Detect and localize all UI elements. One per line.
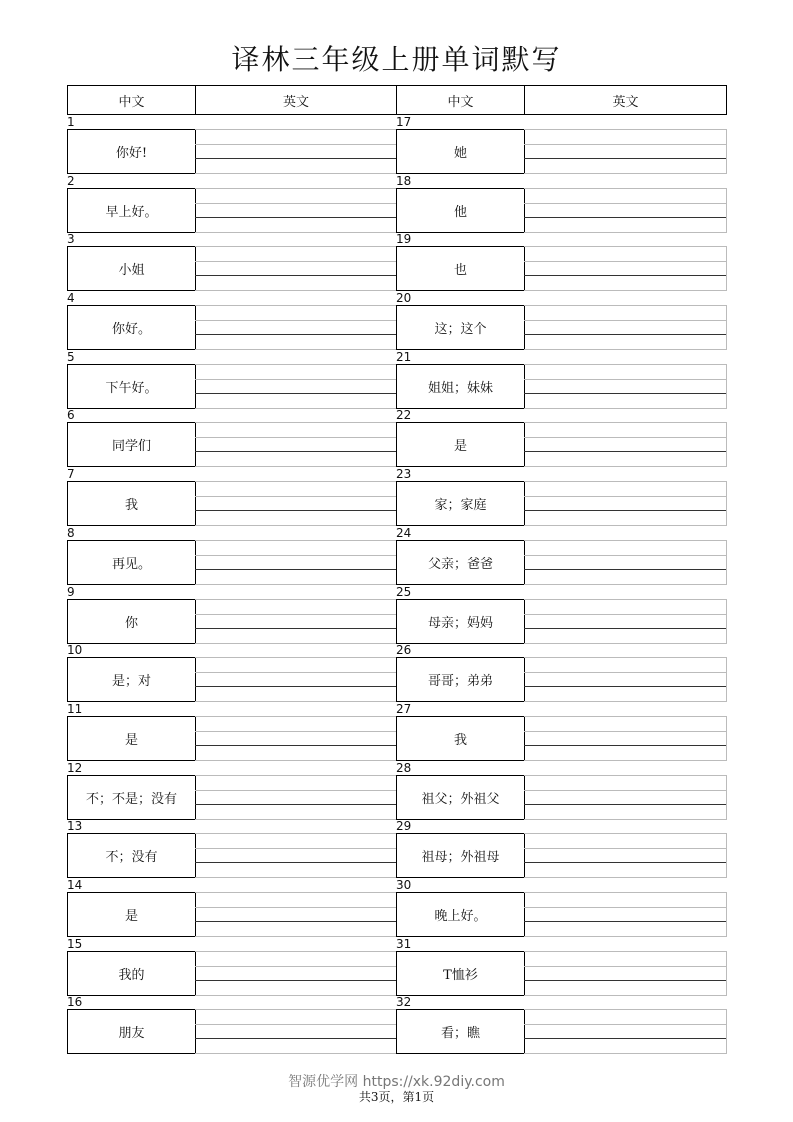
writing-line <box>195 305 396 306</box>
writing-line <box>524 334 726 335</box>
writing-line <box>524 364 726 365</box>
writing-line <box>524 716 726 717</box>
word-entry <box>67 761 397 820</box>
writing-line <box>195 379 396 380</box>
writing-line <box>195 716 396 717</box>
writing-line <box>524 686 726 687</box>
writing-line <box>524 129 726 130</box>
writing-line <box>195 510 396 511</box>
writing-line <box>524 158 726 159</box>
header-right <box>396 85 727 115</box>
word-entry <box>396 115 727 174</box>
word-entry <box>396 937 727 996</box>
chinese-word: 小姐 <box>67 246 196 291</box>
word-entry <box>396 643 727 702</box>
writing-line <box>524 540 726 541</box>
writing-line <box>195 745 396 746</box>
chinese-word: 她 <box>396 129 525 174</box>
chinese-word: 早上好。 <box>67 188 196 233</box>
writing-line <box>524 305 726 306</box>
entry-number: 12 <box>67 760 83 775</box>
entry-number: 25 <box>396 584 412 599</box>
writing-line <box>195 422 396 423</box>
chinese-word: 不；不是；没有 <box>67 775 196 820</box>
writing-line <box>524 203 726 204</box>
writing-line <box>195 364 396 365</box>
english-writing-lines[interactable] <box>524 775 727 820</box>
header-chinese: 中文 <box>68 86 196 114</box>
entry-number: 13 <box>67 819 83 834</box>
entry-number: 30 <box>396 877 412 892</box>
chinese-word: 我 <box>396 716 525 761</box>
english-writing-lines[interactable] <box>195 129 397 174</box>
chinese-word: 晚上好。 <box>396 892 525 937</box>
word-entry <box>67 702 397 761</box>
english-writing-lines[interactable] <box>195 246 397 291</box>
chinese-word: 是 <box>67 892 196 937</box>
word-entry <box>396 174 727 233</box>
chinese-word: 祖母；外祖母 <box>396 833 525 878</box>
writing-line <box>195 599 396 600</box>
english-writing-lines[interactable] <box>195 422 397 467</box>
writing-line <box>195 496 396 497</box>
writing-line <box>524 980 726 981</box>
word-entry <box>396 467 727 526</box>
english-writing-lines[interactable] <box>524 951 727 996</box>
chinese-word: 不；没有 <box>67 833 196 878</box>
writing-line <box>524 804 726 805</box>
word-entry <box>396 878 727 937</box>
word-entry <box>396 585 727 644</box>
writing-line <box>524 379 726 380</box>
chinese-word: 你好。 <box>67 305 196 350</box>
word-entry <box>67 937 397 996</box>
writing-line <box>195 1009 396 1010</box>
english-writing-lines[interactable] <box>195 951 397 996</box>
chinese-word: 看；瞧 <box>396 1009 525 1054</box>
writing-line <box>195 980 396 981</box>
writing-line <box>524 1038 726 1039</box>
word-entry <box>396 291 727 350</box>
writing-line <box>195 275 396 276</box>
writing-line <box>195 686 396 687</box>
entry-number: 5 <box>67 349 75 364</box>
chinese-word: 哥哥；弟弟 <box>396 657 525 702</box>
writing-line <box>524 188 726 189</box>
chinese-word: T恤衫 <box>396 951 525 996</box>
word-entry <box>67 878 397 937</box>
entry-number: 32 <box>396 995 412 1010</box>
english-writing-lines[interactable] <box>524 188 727 233</box>
writing-line <box>524 731 726 732</box>
writing-line <box>195 540 396 541</box>
english-writing-lines[interactable] <box>195 892 397 937</box>
writing-line <box>195 261 396 262</box>
header-english: 英文 <box>282 94 309 110</box>
writing-line <box>195 188 396 189</box>
writing-line <box>195 804 396 805</box>
word-entry <box>396 819 727 878</box>
word-entry <box>67 350 397 409</box>
word-entry <box>396 761 727 820</box>
writing-line <box>195 921 396 922</box>
english-writing-lines[interactable] <box>195 599 397 644</box>
writing-line <box>195 129 396 130</box>
entry-number: 27 <box>396 701 412 716</box>
writing-line <box>524 599 726 600</box>
left-column <box>67 115 397 1054</box>
writing-line <box>195 657 396 658</box>
word-entry <box>67 174 397 233</box>
english-writing-lines[interactable] <box>524 305 727 350</box>
word-entry <box>67 819 397 878</box>
english-writing-lines[interactable] <box>524 657 727 702</box>
writing-line <box>195 862 396 863</box>
entry-number: 29 <box>396 819 412 834</box>
writing-line <box>195 672 396 673</box>
writing-line <box>524 921 726 922</box>
writing-line <box>195 951 396 952</box>
chinese-word: 父亲；爸爸 <box>396 540 525 585</box>
writing-line <box>195 437 396 438</box>
word-entry <box>396 526 727 585</box>
writing-line <box>195 628 396 629</box>
writing-line <box>524 144 726 145</box>
english-writing-lines[interactable] <box>524 422 727 467</box>
english-writing-lines[interactable] <box>524 599 727 644</box>
english-writing-lines[interactable] <box>524 716 727 761</box>
word-entry <box>396 995 727 1054</box>
english-writing-lines[interactable] <box>195 540 397 585</box>
chinese-word: 你 <box>67 599 196 644</box>
page-title: 译林三年级上册单词默写 <box>231 43 562 76</box>
writing-line <box>524 614 726 615</box>
chinese-word: 祖父；外祖父 <box>396 775 525 820</box>
entry-number: 23 <box>396 467 412 482</box>
writing-line <box>524 848 726 849</box>
writing-line <box>524 628 726 629</box>
writing-line <box>195 907 396 908</box>
chinese-word: 姐姐；妹妹 <box>396 364 525 409</box>
word-entry <box>67 291 397 350</box>
entry-number: 8 <box>67 525 75 540</box>
writing-line <box>195 320 396 321</box>
english-writing-lines[interactable] <box>524 129 727 174</box>
writing-line <box>524 320 726 321</box>
chinese-word: 家；家庭 <box>396 481 525 526</box>
writing-line <box>195 203 396 204</box>
entry-number: 19 <box>396 232 412 247</box>
writing-line <box>524 261 726 262</box>
writing-line <box>524 892 726 893</box>
english-writing-lines[interactable] <box>524 892 727 937</box>
word-entry <box>67 643 397 702</box>
english-writing-lines[interactable] <box>195 364 397 409</box>
entry-number: 1 <box>67 115 75 129</box>
chinese-word: 我 <box>67 481 196 526</box>
entry-number: 18 <box>396 173 412 188</box>
chinese-word: 是 <box>67 716 196 761</box>
english-writing-lines[interactable] <box>524 246 727 291</box>
chinese-word: 也 <box>396 246 525 291</box>
word-entry <box>396 408 727 467</box>
word-entry <box>67 467 397 526</box>
writing-line <box>524 790 726 791</box>
writing-line <box>195 892 396 893</box>
entry-number: 3 <box>67 232 75 247</box>
writing-line <box>524 966 726 967</box>
entry-number: 17 <box>396 115 412 129</box>
footer-page-number: 共3页，第1页 <box>358 1090 435 1104</box>
chinese-word: 母亲；妈妈 <box>396 599 525 644</box>
entry-number: 21 <box>396 349 412 364</box>
entry-number: 7 <box>67 467 75 482</box>
chinese-word: 再见。 <box>67 540 196 585</box>
writing-line <box>195 1024 396 1025</box>
writing-line <box>195 614 396 615</box>
writing-line <box>524 555 726 556</box>
word-entry <box>67 526 397 585</box>
english-writing-lines[interactable] <box>195 481 397 526</box>
english-writing-lines[interactable] <box>524 364 727 409</box>
word-entry <box>67 115 397 174</box>
writing-line <box>524 496 726 497</box>
writing-line <box>195 833 396 834</box>
writing-line <box>524 393 726 394</box>
writing-line <box>524 1053 726 1054</box>
english-writing-lines[interactable] <box>524 1009 727 1054</box>
entry-number: 2 <box>67 173 75 188</box>
chinese-word: 你好! <box>67 129 196 174</box>
writing-line <box>195 848 396 849</box>
header-chinese: 中文 <box>397 86 525 114</box>
writing-line <box>195 334 396 335</box>
word-entry <box>396 232 727 291</box>
chinese-word: 我的 <box>67 951 196 996</box>
writing-line <box>524 275 726 276</box>
word-entry <box>396 350 727 409</box>
entry-number: 20 <box>396 291 412 306</box>
writing-line <box>524 246 726 247</box>
writing-line <box>524 951 726 952</box>
writing-line <box>195 966 396 967</box>
writing-line <box>524 745 726 746</box>
writing-line <box>195 555 396 556</box>
writing-line <box>524 437 726 438</box>
writing-line <box>524 672 726 673</box>
english-writing-lines[interactable] <box>524 540 727 585</box>
entry-number: 24 <box>396 525 412 540</box>
english-writing-lines[interactable] <box>195 775 397 820</box>
writing-line <box>195 393 396 394</box>
chinese-word: 是 <box>396 422 525 467</box>
chinese-word: 朋友 <box>67 1009 196 1054</box>
writing-line <box>524 907 726 908</box>
writing-line <box>195 1053 396 1054</box>
writing-line <box>524 833 726 834</box>
english-writing-lines[interactable] <box>524 481 727 526</box>
writing-line <box>524 481 726 482</box>
writing-line <box>524 422 726 423</box>
entry-number: 4 <box>67 291 75 306</box>
writing-line <box>524 217 726 218</box>
writing-line <box>524 1009 726 1010</box>
english-writing-lines[interactable] <box>195 657 397 702</box>
writing-line <box>524 775 726 776</box>
entry-number: 15 <box>67 936 83 951</box>
writing-line <box>195 569 396 570</box>
writing-line <box>195 481 396 482</box>
writing-line <box>195 451 396 452</box>
writing-line <box>195 246 396 247</box>
entry-number: 22 <box>396 408 412 423</box>
writing-line <box>195 775 396 776</box>
entry-number: 9 <box>67 584 75 599</box>
writing-line <box>195 217 396 218</box>
writing-line <box>195 790 396 791</box>
writing-line <box>524 657 726 658</box>
entry-number: 31 <box>396 936 412 951</box>
word-entry <box>67 232 397 291</box>
writing-line <box>195 158 396 159</box>
writing-line <box>524 510 726 511</box>
english-writing-lines[interactable] <box>195 188 397 233</box>
header-english: 英文 <box>612 94 639 110</box>
english-writing-lines[interactable] <box>195 833 397 878</box>
word-entry <box>396 702 727 761</box>
chinese-word: 同学们 <box>67 422 196 467</box>
entry-number: 10 <box>67 643 83 658</box>
entry-number: 6 <box>67 408 75 423</box>
english-writing-lines[interactable] <box>195 716 397 761</box>
writing-line <box>524 569 726 570</box>
chinese-word: 是；对 <box>67 657 196 702</box>
entry-number: 28 <box>396 760 412 775</box>
english-writing-lines[interactable] <box>195 305 397 350</box>
footer-site: 智源优学网 https://xk.92diy.com <box>288 1074 505 1090</box>
right-column <box>396 115 727 1054</box>
writing-line <box>195 731 396 732</box>
chinese-word: 他 <box>396 188 525 233</box>
entry-number: 11 <box>67 701 83 716</box>
word-entry <box>67 995 397 1054</box>
writing-line <box>524 1024 726 1025</box>
writing-line <box>524 451 726 452</box>
header-left <box>67 85 397 115</box>
english-writing-lines[interactable] <box>524 833 727 878</box>
writing-line <box>524 862 726 863</box>
english-writing-lines[interactable] <box>195 1009 397 1054</box>
writing-line <box>195 1038 396 1039</box>
entry-number: 26 <box>396 643 412 658</box>
entry-number: 16 <box>67 995 83 1010</box>
word-entry <box>67 585 397 644</box>
word-entry <box>67 408 397 467</box>
writing-line <box>195 144 396 145</box>
entry-number: 14 <box>67 877 83 892</box>
chinese-word: 下午好。 <box>67 364 196 409</box>
chinese-word: 这；这个 <box>396 305 525 350</box>
